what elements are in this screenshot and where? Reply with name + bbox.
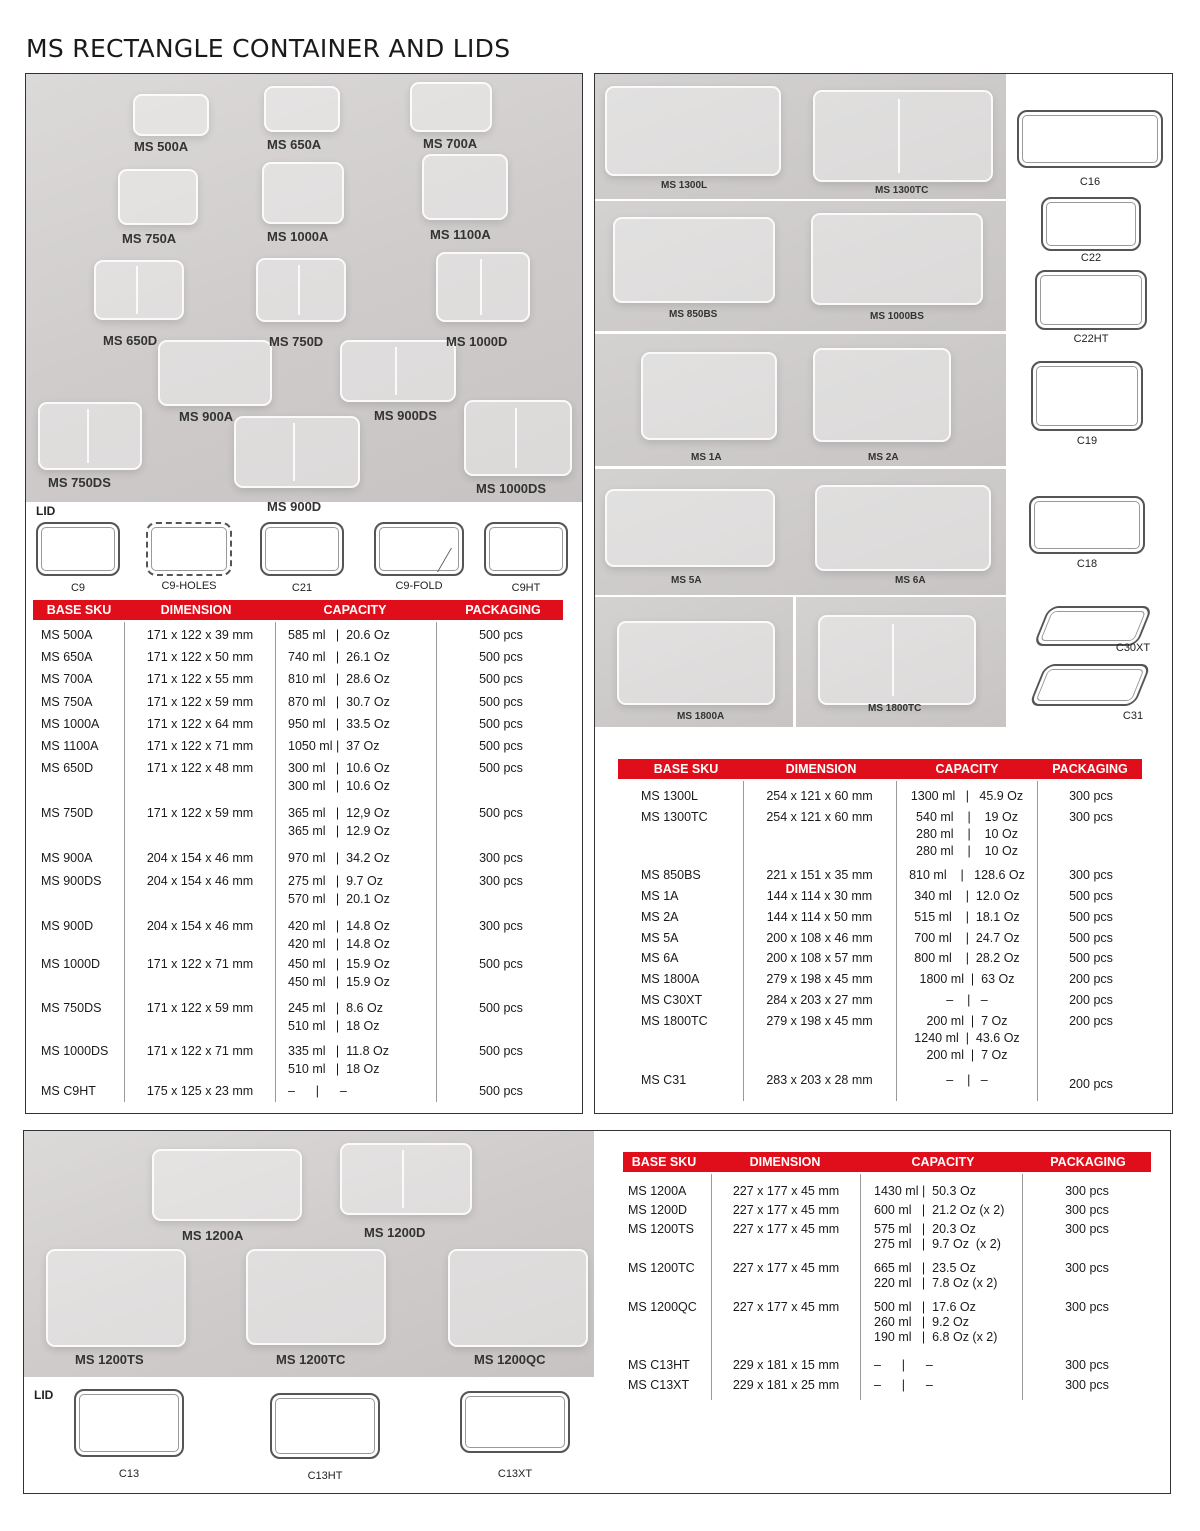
capacity-cell: 600 ml | 21.2 Oz (x 2) [874, 1203, 1005, 1217]
sku-cell: MS C31 [641, 1073, 687, 1087]
packaging-cell: 500 pcs [479, 628, 523, 642]
container-image [613, 217, 775, 303]
packaging-cell: 300 pcs [1065, 1261, 1109, 1275]
product-photo [796, 597, 1006, 727]
capacity-cell: 810 ml | 28.6 Oz [288, 672, 390, 686]
sku-cell: MS 5A [641, 931, 679, 945]
capacity-cell: – | – [874, 1358, 933, 1372]
container-image [38, 402, 142, 470]
sku-cell: MS 1200A [628, 1184, 687, 1198]
dimension-cell: 204 x 154 x 46 mm [146, 851, 254, 865]
header-base-sku: BASE SKU [631, 1155, 697, 1169]
capacity-cell: 260 ml | 9.2 Oz [874, 1315, 969, 1329]
sku-cell: MS 1300L [641, 789, 698, 803]
photo-label: MS 1300L [661, 180, 708, 191]
lid-label: C18 [1076, 558, 1098, 570]
sku-cell: MS 650D [41, 761, 94, 775]
sku-cell: MS 1200TS [628, 1222, 695, 1236]
sku-cell: MS C13XT [628, 1378, 690, 1392]
capacity-cell: 340 ml | 12.0 Oz [914, 889, 1020, 903]
photo-label: MS 1300TC [875, 185, 929, 196]
packaging-cell: 500 pcs [479, 672, 523, 686]
container-image [436, 252, 530, 322]
capacity-cell: 450 ml | 15.9 Oz [288, 957, 390, 971]
capacity-cell: 1240 ml | 43.6 Oz [914, 1031, 1020, 1045]
dimension-cell: 204 x 154 x 46 mm [146, 919, 254, 933]
container-image [94, 260, 184, 320]
capacity-cell: 420 ml | 14.8 Oz [288, 919, 390, 933]
lid-label: C13HT [307, 1470, 343, 1482]
header-base-sku: BASE SKU [46, 603, 112, 617]
sku-cell: MS 750D [41, 806, 94, 820]
header-packaging: PACKAGING [1050, 1155, 1126, 1169]
capacity-cell: 1430 ml | 50.3 Oz [874, 1184, 976, 1198]
capacity-cell: 190 ml | 6.8 Oz (x 2) [874, 1330, 998, 1344]
dimension-cell: 175 x 125 x 23 mm [146, 1084, 254, 1098]
photo-label: MS 750A [122, 231, 177, 246]
packaging-cell: 300 pcs [1069, 810, 1113, 824]
capacity-cell: 575 ml | 20.3 Oz [874, 1222, 976, 1236]
header-packaging: PACKAGING [465, 603, 541, 617]
photo-label: MS 1200TS [75, 1352, 144, 1367]
lid-label: C19 [1076, 435, 1098, 447]
sku-cell: MS 1800TC [641, 1014, 708, 1028]
header-dimension: DIMENSION [160, 603, 232, 617]
dimension-cell: 227 x 177 x 45 mm [732, 1222, 840, 1236]
container-image [256, 258, 346, 322]
dimension-cell: 171 x 122 x 55 mm [146, 672, 254, 686]
packaging-cell: 500 pcs [479, 957, 523, 971]
product-photo [595, 469, 1006, 595]
sku-cell: MS 1200TC [628, 1261, 695, 1275]
photo-label: MS 900DS [374, 408, 437, 423]
capacity-cell: 275 ml | 9.7 Oz (x 2) [874, 1237, 1001, 1251]
packaging-cell: 500 pcs [1069, 931, 1113, 945]
lid-image [1035, 270, 1147, 330]
lid-label: C13 [118, 1468, 140, 1480]
lid-label: C30XT [1115, 642, 1151, 654]
container-image [118, 169, 198, 225]
product-photo [595, 74, 1006, 199]
dimension-cell: 254 x 121 x 60 mm [766, 810, 873, 824]
container-image [448, 1249, 588, 1347]
packaging-cell: 200 pcs [1069, 972, 1113, 986]
photo-label: MS 2A [868, 452, 899, 463]
capacity-cell: 300 ml | 10.6 Oz [288, 761, 390, 775]
photo-label: MS 750D [269, 334, 324, 349]
lid-image [270, 1393, 380, 1459]
packaging-cell: 300 pcs [479, 851, 523, 865]
lid-label: C21 [291, 582, 313, 594]
sku-cell: MS C30XT [641, 993, 703, 1007]
capacity-cell: 510 ml | 18 Oz [288, 1019, 380, 1033]
container-image [234, 416, 360, 488]
photo-label: MS 1000DS [476, 481, 547, 496]
capacity-cell: 740 ml | 26.1 Oz [288, 650, 390, 664]
packaging-cell: 500 pcs [479, 761, 523, 775]
packaging-cell: 300 pcs [1065, 1358, 1109, 1372]
container-image [815, 485, 991, 571]
lid-section-label: LID [36, 504, 56, 518]
packaging-cell: 500 pcs [479, 650, 523, 664]
product-photo [595, 597, 793, 727]
photo-label: MS 1200D [364, 1225, 426, 1240]
capacity-cell: – | – [946, 993, 988, 1007]
dimension-cell: 171 x 122 x 59 mm [146, 695, 254, 709]
photo-label: MS 1000BS [870, 311, 924, 322]
container-image [641, 352, 777, 440]
capacity-cell: 220 ml | 7.8 Oz (x 2) [874, 1276, 998, 1290]
panel-standard-containers [25, 73, 583, 1114]
product-photo [595, 334, 1006, 466]
photo-label: MS 1800A [677, 711, 725, 722]
lid-image [74, 1389, 184, 1457]
container-image [46, 1249, 186, 1347]
lid-image [1041, 197, 1141, 251]
container-image [152, 1149, 302, 1221]
dimension-cell: 171 x 122 x 64 mm [146, 717, 254, 731]
sku-cell: MS 1100A [41, 739, 99, 753]
photo-label: MS 900D [267, 499, 322, 514]
sku-cell: MS 1200QC [628, 1300, 697, 1314]
packaging-cell: 300 pcs [1065, 1203, 1109, 1217]
dimension-cell: 171 x 122 x 59 mm [146, 806, 254, 820]
dimension-cell: 200 x 108 x 46 mm [766, 931, 873, 945]
photo-label: MS 5A [671, 575, 702, 586]
table-header [33, 600, 563, 620]
lid-image [260, 522, 344, 576]
sku-cell: MS 1000A [41, 717, 100, 731]
panel-1200-series [23, 1130, 1171, 1494]
dimension-cell: 284 x 203 x 27 mm [766, 993, 873, 1007]
container-image [617, 621, 775, 705]
capacity-cell: 200 ml | 7 Oz [926, 1048, 1008, 1062]
lid-image [36, 522, 120, 576]
sku-cell: MS 900A [41, 851, 93, 865]
table-header [623, 1152, 1151, 1172]
lid-image [1031, 361, 1143, 431]
sku-cell: MS 850BS [641, 868, 701, 882]
capacity-cell: 510 ml | 18 Oz [288, 1062, 380, 1076]
packaging-cell: 300 pcs [1065, 1184, 1109, 1198]
lid-image [484, 522, 568, 576]
dimension-cell: 229 x 181 x 15 mm [732, 1358, 840, 1372]
container-image [340, 1143, 472, 1215]
lid-image [374, 522, 464, 576]
header-dimension: DIMENSION [785, 762, 857, 776]
capacity-cell: 700 ml | 24.7 Oz [914, 931, 1020, 945]
packaging-cell: 500 pcs [479, 739, 523, 753]
packaging-cell: 500 pcs [479, 717, 523, 731]
dimension-cell: 171 x 122 x 71 mm [146, 1044, 254, 1058]
sku-cell: MS C13HT [628, 1358, 690, 1372]
sku-cell: MS 1800A [641, 972, 700, 986]
capacity-cell: 365 ml | 12,9 Oz [288, 806, 390, 820]
lid-image [1029, 496, 1145, 554]
dimension-cell: 227 x 177 x 45 mm [732, 1261, 840, 1275]
capacity-cell: 540 ml | 19 Oz [916, 810, 1018, 824]
header-capacity: CAPACITY [323, 603, 387, 617]
container-image [605, 489, 775, 567]
capacity-cell: 800 ml | 28.2 Oz [914, 951, 1020, 965]
capacity-cell: 870 ml | 30.7 Oz [288, 695, 390, 709]
sku-cell: MS 1200D [628, 1203, 688, 1217]
capacity-cell: – | – [946, 1073, 988, 1087]
packaging-cell: 300 pcs [1065, 1222, 1109, 1236]
photo-label: MS 500A [134, 139, 189, 154]
photo-label: MS 1800TC [868, 703, 922, 714]
container-image [811, 213, 983, 305]
sku-cell: MS 6A [641, 951, 679, 965]
dimension-cell: 171 x 122 x 71 mm [146, 739, 254, 753]
capacity-cell: – | – [288, 1084, 347, 1098]
dimension-cell: 171 x 122 x 50 mm [146, 650, 254, 664]
packaging-cell: 500 pcs [479, 1044, 523, 1058]
sku-cell: MS 1000DS [41, 1044, 109, 1058]
photo-label: MS 650D [103, 333, 158, 348]
dimension-cell: 283 x 203 x 28 mm [766, 1073, 873, 1087]
lid-image [146, 522, 232, 576]
capacity-cell: – | – [874, 1378, 933, 1392]
lid-label: C9-FOLD [395, 580, 443, 592]
packaging-cell: 300 pcs [1065, 1378, 1109, 1392]
sku-cell: MS 650A [41, 650, 93, 664]
page-title: MS RECTANGLE CONTAINER AND LIDS [26, 34, 511, 63]
packaging-cell: 500 pcs [479, 1001, 523, 1015]
packaging-cell: 500 pcs [479, 695, 523, 709]
dimension-cell: 279 x 198 x 45 mm [766, 972, 873, 986]
packaging-cell: 500 pcs [1069, 951, 1113, 965]
lid-image [1033, 606, 1153, 646]
sku-cell: MS 750DS [41, 1001, 102, 1015]
sku-cell: MS 1300TC [641, 810, 708, 824]
sku-cell: MS 700A [41, 672, 93, 686]
container-image [422, 154, 508, 220]
lid-image [1029, 664, 1152, 706]
container-image [410, 82, 492, 132]
capacity-cell: 450 ml | 15.9 Oz [288, 975, 390, 989]
dimension-cell: 227 x 177 x 45 mm [732, 1300, 840, 1314]
capacity-cell: 245 ml | 8.6 Oz [288, 1001, 383, 1015]
dimension-cell: 144 x 114 x 30 mm [766, 889, 873, 903]
dimension-cell: 227 x 177 x 45 mm [732, 1203, 840, 1217]
dimension-cell: 200 x 108 x 57 mm [766, 951, 873, 965]
capacity-cell: 1300 ml | 45.9 Oz [910, 789, 1024, 803]
capacity-cell: 365 ml | 12.9 Oz [288, 824, 390, 838]
lid-label: C22HT [1073, 333, 1109, 345]
capacity-cell: 515 ml | 18.1 Oz [914, 910, 1020, 924]
container-image [133, 94, 209, 136]
dimension-cell: 204 x 154 x 46 mm [146, 874, 254, 888]
dimension-cell: 171 x 122 x 59 mm [146, 1001, 254, 1015]
header-packaging: PACKAGING [1052, 762, 1128, 776]
capacity-cell: 280 ml | 10 Oz [916, 844, 1018, 858]
capacity-cell: 970 ml | 34.2 Oz [288, 851, 390, 865]
product-photo [595, 201, 1006, 331]
lid-label: C9-HOLES [161, 580, 217, 592]
photo-label: MS 700A [423, 136, 478, 151]
container-image [464, 400, 572, 476]
packaging-cell: 500 pcs [479, 1084, 523, 1098]
capacity-cell: 585 ml | 20.6 Oz [288, 628, 390, 642]
dimension-cell: 279 x 198 x 45 mm [766, 1014, 873, 1028]
capacity-cell: 810 ml | 128.6 Oz [909, 868, 1025, 882]
photo-label: MS 750DS [48, 475, 111, 490]
photo-label: MS 1200A [182, 1228, 244, 1243]
lid-label: C16 [1079, 176, 1101, 188]
lid-label: C9HT [511, 582, 541, 594]
lid-label: C22 [1080, 252, 1102, 264]
lid-image [1017, 110, 1163, 168]
packaging-cell: 200 pcs [1069, 1077, 1113, 1091]
capacity-cell: 1800 ml | 63 Oz [919, 972, 1015, 986]
dimension-cell: 171 x 122 x 71 mm [146, 957, 254, 971]
photo-label: MS 1200TC [276, 1352, 346, 1367]
sku-cell: MS 750A [41, 695, 93, 709]
container-image [262, 162, 344, 224]
capacity-cell: 1050 ml | 37 Oz [288, 739, 380, 753]
header-dimension: DIMENSION [749, 1155, 821, 1169]
photo-label: MS 1100A [430, 227, 491, 242]
header-base-sku: BASE SKU [653, 762, 719, 776]
sku-cell: MS 1A [641, 889, 679, 903]
header-capacity: CAPACITY [935, 762, 999, 776]
container-image [605, 86, 781, 176]
lid-image [460, 1391, 570, 1453]
lid-section-label: LID [34, 1388, 54, 1402]
capacity-cell: 300 ml | 10.6 Oz [288, 779, 390, 793]
capacity-cell: 420 ml | 14.8 Oz [288, 937, 390, 951]
photo-label: MS 650A [267, 137, 322, 152]
container-image [813, 90, 993, 182]
photo-label: MS 1000A [267, 229, 329, 244]
photo-label: MS 850BS [669, 309, 718, 320]
capacity-cell: 570 ml | 20.1 Oz [288, 892, 390, 906]
table-header [618, 759, 1142, 779]
packaging-cell: 500 pcs [479, 806, 523, 820]
packaging-cell: 500 pcs [1069, 889, 1113, 903]
photo-label: MS 1000D [446, 334, 508, 349]
capacity-cell: 280 ml | 10 Oz [916, 827, 1018, 841]
dimension-cell: 171 x 122 x 39 mm [146, 628, 254, 642]
capacity-cell: 500 ml | 17.6 Oz [874, 1300, 976, 1314]
packaging-cell: 300 pcs [1065, 1300, 1109, 1314]
sku-cell: MS 1000D [41, 957, 101, 971]
packaging-cell: 300 pcs [1069, 868, 1113, 882]
capacity-cell: 200 ml | 7 Oz [926, 1014, 1008, 1028]
photo-label: MS 900A [179, 409, 234, 424]
packaging-cell: 500 pcs [1069, 910, 1113, 924]
packaging-cell: 300 pcs [479, 919, 523, 933]
capacity-cell: 950 ml | 33.5 Oz [288, 717, 390, 731]
container-image [340, 340, 456, 402]
photo-label: MS 1A [691, 452, 722, 463]
lid-label: C13XT [497, 1468, 533, 1480]
packaging-cell: 300 pcs [479, 874, 523, 888]
container-image [813, 348, 951, 442]
lid-label: C31 [1122, 710, 1144, 722]
product-photo-1200 [24, 1131, 594, 1377]
sku-cell: MS 2A [641, 910, 679, 924]
capacity-cell: 275 ml | 9.7 Oz [288, 874, 383, 888]
product-photo-standard [26, 74, 582, 502]
dimension-cell: 221 x 151 x 35 mm [766, 868, 873, 882]
lid-label: C9 [70, 582, 86, 594]
sku-cell: MS 900D [41, 919, 94, 933]
container-image [158, 340, 272, 406]
packaging-cell: 200 pcs [1069, 993, 1113, 1007]
capacity-cell: 665 ml | 23.5 Oz [874, 1261, 976, 1275]
sku-cell: MS 500A [41, 628, 93, 642]
dimension-cell: 229 x 181 x 25 mm [732, 1378, 840, 1392]
sku-cell: MS C9HT [41, 1084, 96, 1098]
container-image [246, 1249, 386, 1345]
dimension-cell: 254 x 121 x 60 mm [766, 789, 873, 803]
dimension-cell: 171 x 122 x 48 mm [146, 761, 254, 775]
packaging-cell: 300 pcs [1069, 789, 1113, 803]
panel-large-containers [594, 73, 1173, 1114]
packaging-cell: 200 pcs [1069, 1014, 1113, 1028]
sku-cell: MS 900DS [41, 874, 102, 888]
header-capacity: CAPACITY [911, 1155, 975, 1169]
container-image [818, 615, 976, 705]
photo-label: MS 1200QC [474, 1352, 546, 1367]
dimension-cell: 144 x 114 x 50 mm [766, 910, 873, 924]
capacity-cell: 335 ml | 11.8 Oz [288, 1044, 389, 1058]
dimension-cell: 227 x 177 x 45 mm [732, 1184, 840, 1198]
container-image [264, 86, 340, 132]
photo-label: MS 6A [895, 575, 926, 586]
